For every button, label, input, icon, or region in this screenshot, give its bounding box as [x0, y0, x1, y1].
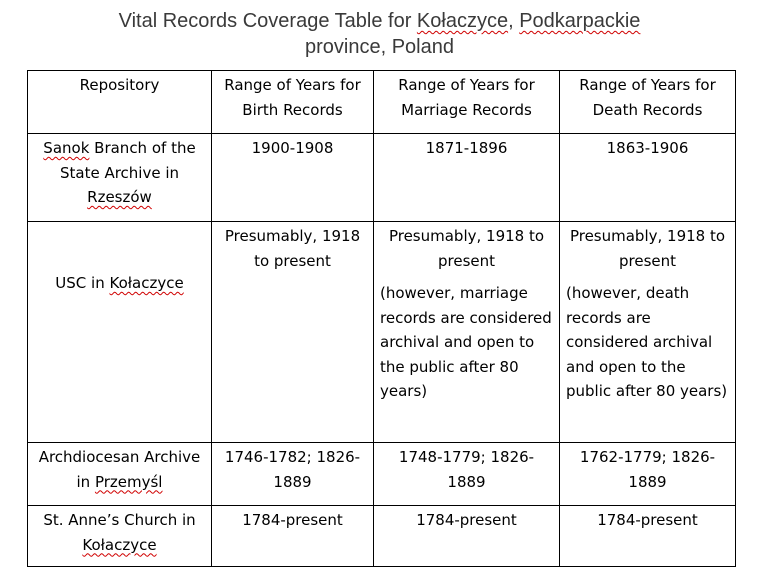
table-header-row — [28, 71, 736, 134]
death-cell: 1784-present — [560, 506, 736, 567]
repository-prefix: Archdiocesan Archive in — [38, 448, 201, 491]
repository-prefix: USC in — [55, 273, 110, 292]
header-death: Range of Years for Death Records — [560, 71, 736, 134]
repository-word: Sanok — [43, 139, 90, 157]
marriage-cell — [374, 222, 560, 443]
death-note: (however, death records are considered archival and open to the public after 80 years) — [566, 284, 728, 400]
header-repository: Repository — [28, 71, 212, 134]
title-separator: , — [508, 10, 520, 32]
repository-cell — [28, 134, 212, 222]
title-place: Kołaczyce — [416, 10, 509, 32]
title-prefix: Vital Records Coverage Table for — [118, 10, 417, 32]
table-row — [28, 506, 736, 567]
marriage-cell: 1748-1779; 1826-1889 — [374, 443, 560, 506]
marriage-note: (however, marriage records are considered archival and open to the public after 80 years) — [380, 284, 552, 400]
table-row — [28, 443, 736, 506]
repository-word-2: Rzeszów — [87, 188, 152, 206]
death-cell — [560, 222, 736, 443]
vital-records-table — [27, 70, 736, 567]
title-province: Podkarpackie — [519, 10, 641, 32]
birth-cell: 1900-1908 — [212, 134, 374, 222]
document-title — [0, 8, 759, 60]
repository-cell — [28, 443, 212, 506]
repository-cell — [28, 506, 212, 567]
death-cell: 1863-1906 — [560, 134, 736, 222]
birth-cell: 1784-present — [212, 506, 374, 567]
repository-cell — [28, 222, 212, 443]
repository-word: Kołaczyce — [109, 273, 184, 292]
marriage-cell: 1784-present — [374, 506, 560, 567]
table-row — [28, 222, 736, 443]
marriage-cell: 1871-1896 — [374, 134, 560, 222]
birth-cell: Presumably, 1918 to present — [212, 222, 374, 443]
repository-prefix: St. Anne’s Church in — [43, 511, 196, 529]
title-line-2: province, Poland — [305, 36, 454, 58]
repository-mid: Branch of the State Archive in — [59, 139, 196, 182]
birth-cell: 1746-1782; 1826-1889 — [212, 443, 374, 506]
table-row — [28, 134, 736, 222]
marriage-range: Presumably, 1918 to present — [388, 227, 545, 270]
repository-word: Przemyśl — [94, 472, 163, 491]
title-line-1 — [0, 8, 759, 34]
death-range: Presumably, 1918 to present — [569, 227, 726, 270]
header-birth: Range of Years for Birth Records — [212, 71, 374, 134]
header-marriage: Range of Years for Marriage Records — [374, 71, 560, 134]
repository-word: Kołaczyce — [82, 535, 157, 554]
death-cell: 1762-1779; 1826-1889 — [560, 443, 736, 506]
